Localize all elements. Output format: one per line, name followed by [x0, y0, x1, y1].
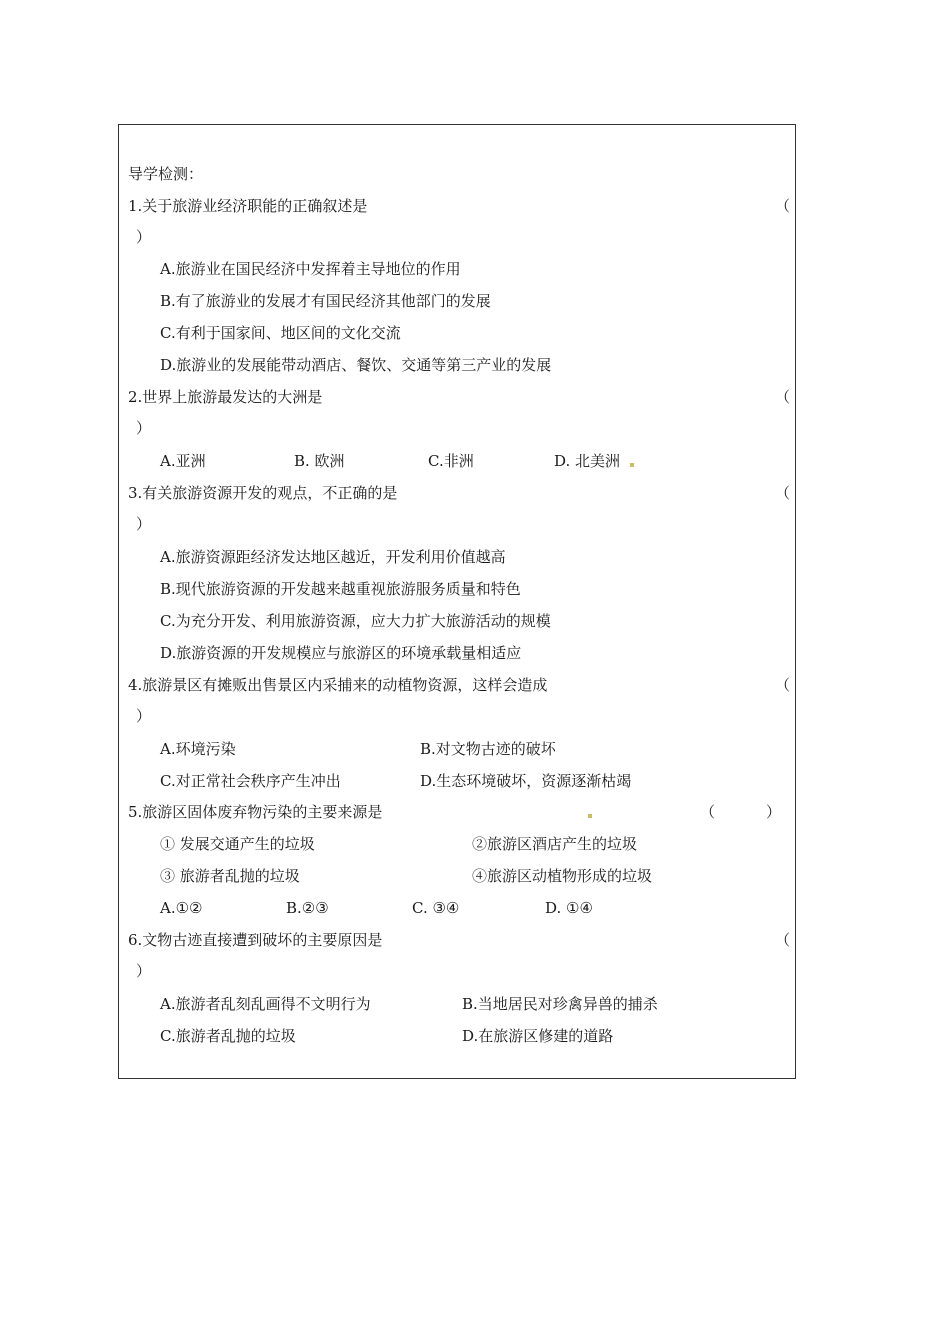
question-1-option-b: B.有了旅游业的发展才有国民经济其他部门的发展 [160, 292, 491, 310]
question-5-option-b: B.②③ [286, 899, 329, 917]
question-4-option-d: D.生态环境破坏，资源逐渐枯竭 [420, 772, 632, 790]
question-6-option-b: B.当地居民对珍禽异兽的捕杀 [462, 995, 658, 1013]
question-4-answer-close: ） [136, 707, 152, 725]
question-5-item-1: ① 发展交通产生的垃圾 [160, 835, 315, 853]
question-1-option-c: C.有利于国家间、地区间的文化交流 [160, 324, 401, 342]
question-4-option-b: B.对文物古迹的破坏 [420, 740, 556, 758]
question-5-stem: 5.旅游区固体废弃物污染的主要来源是 [128, 803, 383, 821]
question-1-option-d: D.旅游业的发展能带动酒店、餐饮、交通等第三产业的发展 [160, 356, 552, 374]
question-5-item-2: ②旅游区酒店产生的垃圾 [472, 835, 638, 853]
question-5-answer-open: （ [700, 803, 716, 821]
question-2-option-a: A.亚洲 [160, 452, 206, 470]
question-4-option-a: A.环境污染 [160, 740, 236, 758]
question-3-option-d: D.旅游资源的开发规模应与旅游区的环境承载量相适应 [160, 644, 522, 662]
question-6-option-d: D.在旅游区修建的道路 [462, 1027, 614, 1045]
question-6-option-c: C.旅游者乱抛的垃圾 [160, 1027, 296, 1045]
question-2-answer-close: ） [136, 419, 152, 437]
question-3-answer-close: ） [136, 515, 152, 533]
question-5-answer-close: ） [766, 803, 782, 821]
section-heading: 导学检测： [128, 165, 204, 183]
question-3-option-c: C.为充分开发、利用旅游资源，应大力扩大旅游活动的规模 [160, 612, 551, 630]
question-1-answer-open: （ [775, 197, 791, 215]
question-5-option-a: A.①② [160, 899, 203, 917]
question-6-option-a: A.旅游者乱刻乱画得不文明行为 [160, 995, 371, 1013]
question-3-answer-open: （ [775, 484, 791, 502]
question-6-answer-close: ） [136, 962, 152, 980]
question-3-option-a: A.旅游资源距经济发达地区越近，开发利用价值越高 [160, 548, 506, 566]
question-2-option-d: D. 北美洲 [554, 452, 621, 470]
question-5-item-4: ④旅游区动植物形成的垃圾 [472, 867, 653, 885]
question-1-option-a: A.旅游业在国民经济中发挥着主导地位的作用 [160, 260, 461, 278]
question-5-item-3: ③ 旅游者乱抛的垃圾 [160, 867, 300, 885]
question-2-option-b: B. 欧洲 [294, 452, 345, 470]
question-4-answer-open: （ [775, 676, 791, 694]
question-4-option-c: C.对正常社会秩序产生冲出 [160, 772, 341, 790]
question-3-option-b: B.现代旅游资源的开发越来越重视旅游服务质量和特色 [160, 580, 521, 598]
stray-mark [630, 463, 634, 467]
question-4-stem: 4.旅游景区有摊贩出售景区内采捕来的动植物资源，这样会造成 [128, 676, 548, 694]
question-2-option-c: C.非洲 [428, 452, 474, 470]
question-1-stem: 1.关于旅游业经济职能的正确叙述是 [128, 197, 368, 215]
question-5-option-c: C. ③④ [412, 899, 460, 917]
question-5-option-d: D. ①④ [545, 899, 593, 917]
question-3-stem: 3.有关旅游资源开发的观点，不正确的是 [128, 484, 398, 502]
question-6-stem: 6.文物古迹直接遭到破坏的主要原因是 [128, 931, 383, 949]
stray-mark [588, 814, 592, 818]
question-6-answer-open: （ [775, 931, 791, 949]
question-2-answer-open: （ [775, 388, 791, 406]
question-2-stem: 2.世界上旅游最发达的大洲是 [128, 388, 323, 406]
question-1-answer-close: ） [136, 228, 152, 246]
